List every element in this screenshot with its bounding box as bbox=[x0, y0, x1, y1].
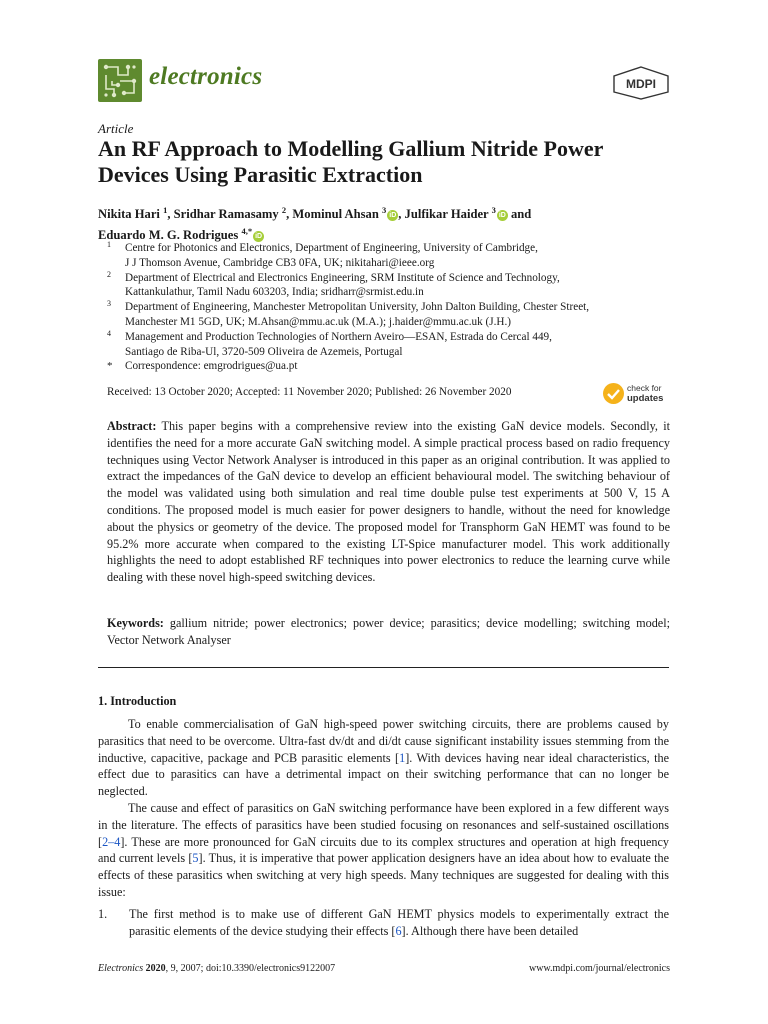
paragraph-text: To enable commercialisation of GaN high-speed power switching circuits, there are problems caused by parasitics that need to be overcome. Ultra-fast dv/dt and di/dt cause significant instability issues stemming from the inductive, capacitive, package and PCB parasitic elements [ bbox=[98, 717, 669, 765]
paragraph-text: ]. Thus, it is imperative that power application designers have an idea about how to evaluate the effects of these parasitics when switching at very high speeds. Many techniques are suggested for dealing with this issue: bbox=[98, 851, 669, 899]
affiliation-line: J J Thomson Avenue, Cambridge CB3 0FA, UK; nikitahari@ieee.org bbox=[125, 256, 435, 269]
affiliation-item bbox=[98, 271, 678, 301]
citation-link[interactable]: 6 bbox=[395, 923, 402, 938]
orcid-icon[interactable]: iD bbox=[255, 233, 263, 241]
footer-journal: Electronics bbox=[98, 963, 144, 974]
author-name[interactable]: Mominul Ahsan bbox=[292, 207, 379, 222]
author-name[interactable]: Nikita Hari bbox=[98, 207, 160, 222]
paragraph-text: ]. These are more pronounced for GaN circuits due to its complex structures and operation at high frequency and current levels [ bbox=[98, 834, 669, 866]
author-affil: 1 bbox=[163, 205, 168, 215]
list-number: 1. bbox=[98, 907, 108, 921]
keywords bbox=[107, 615, 670, 649]
affiliation-number: 2 bbox=[107, 269, 111, 279]
paper-title bbox=[98, 136, 688, 188]
abstract-label: Abstract: bbox=[107, 419, 157, 433]
author-conjunction: and bbox=[510, 207, 532, 222]
affiliation-line: Santiago de Riba-Ul, 3720-509 Oliveira de Azemeis, Portugal bbox=[125, 345, 403, 358]
mdpi-logo-icon bbox=[612, 66, 670, 100]
affiliations bbox=[98, 241, 678, 374]
correspondence bbox=[98, 359, 678, 374]
orcid-icon[interactable]: iD bbox=[498, 212, 506, 220]
section-divider bbox=[98, 667, 669, 668]
list-text: The first method is to make use of different GaN HEMT physics models to experimentally extract the parasitic elements of the device studying their effects [ bbox=[129, 907, 669, 938]
author-affil: 2 bbox=[281, 205, 287, 215]
keywords-text: gallium nitride; power electronics; power device; parasitics; device modelling; switching model; Vector Network Analyser bbox=[107, 616, 670, 647]
affiliation-number: 1 bbox=[107, 240, 111, 249]
check-updates-label bbox=[627, 383, 663, 404]
author-name[interactable]: Sridhar Ramasamy bbox=[173, 207, 279, 222]
title-line: Devices Using Parasitic Extraction bbox=[98, 162, 423, 187]
paragraph-text: The cause and effect of parasitics on GaN switching performance have been explored in a few different ways in the literature. The effects of parasitics have been studied focusing on resonances and self-sustained oscillations [ bbox=[98, 801, 669, 849]
citation-link[interactable]: 5 bbox=[192, 851, 199, 866]
title-line: An RF Approach to Modelling Gallium Nitride Power bbox=[98, 136, 604, 161]
author-name[interactable]: Julfikar Haider bbox=[404, 207, 489, 222]
check-updates-line: check for bbox=[627, 383, 662, 393]
author-affil: 3 bbox=[491, 205, 496, 215]
publication-dates: Received: 13 October 2020; Accepted: 11 November 2020; Published: 26 November 2020 bbox=[107, 386, 512, 398]
paragraph bbox=[98, 716, 669, 800]
journal-name: electronics bbox=[149, 63, 263, 90]
article-type: Article bbox=[98, 121, 134, 136]
list-text: ]. Although there have been detailed bbox=[401, 923, 579, 938]
affiliation-number: 4 bbox=[107, 328, 111, 338]
list-item bbox=[98, 906, 669, 940]
keywords-label: Keywords: bbox=[107, 616, 164, 630]
affiliation-line: Centre for Photonics and Electronics, Department of Engineering, University of Cambridge, bbox=[125, 242, 538, 254]
affiliation-line: Kattankulathur, Tamil Nadu 603203, India; sridharr@srmist.edu.in bbox=[125, 286, 424, 299]
correspondence-text[interactable]: Correspondence: emgrodrigues@ua.pt bbox=[125, 360, 298, 373]
footer-year: 2020 bbox=[145, 963, 166, 974]
affiliation-line: Management and Production Technologies of Northern Aveiro—ESAN, Estrada do Cercal 449, bbox=[125, 330, 552, 343]
paragraph-text: ]. With devices having near ideal characteristics, the effect due to parasitics can have a detrimental impact on their switching performance that can no longer be neglected. bbox=[98, 750, 669, 799]
orcid-icon[interactable]: iD bbox=[389, 212, 397, 220]
check-updates-icon bbox=[603, 383, 624, 404]
affiliation-item bbox=[98, 330, 678, 360]
author-list: Nikita Hari $^1$, Sridhar Ramasamy $^2$, Mominul Ahsan $^3$iD , Julfikar Haider $^3$iD and Eduardo M. G. Rodrigues $^{4,*}$iD bbox=[98, 205, 532, 243]
paragraph bbox=[98, 800, 669, 901]
footer-citation bbox=[98, 963, 335, 974]
publisher-name: MDPI bbox=[626, 77, 656, 91]
section-heading: 1. Introduction bbox=[98, 694, 177, 708]
affiliation-item bbox=[98, 241, 678, 271]
check-for-updates-button[interactable] bbox=[603, 382, 673, 406]
abstract bbox=[107, 418, 670, 586]
affiliation-line: Manchester M1 5GD, UK; M.Ahsan@mmu.ac.uk (M.A.); j.haider@mmu.ac.uk (J.H.) bbox=[125, 315, 511, 328]
check-updates-line: updates bbox=[627, 393, 664, 404]
footer-doi[interactable]: , 9, 2007; doi:10.3390/electronics9122007 bbox=[165, 963, 336, 974]
abstract-text: This paper begins with a comprehensive review into the existing GaN device models. Secondly, it identifies the need for a more accurate GaN switching model. A simple practical process based on radio frequency techniques using Vector Network Analyser is introduced in this paper as an original contribution. It was applied to extract the impedances of the GaN device to develop an efficient behavioural model. The switching behaviour of the model was validated using both simulation and real time double pulse test experiments at 500 V, 15 A conditions. The proposed model is much easier for power designers to handle, without the need for knowledge about the physics or geometry of the device. The proposed model for Transphorm GaN HEMT was found to be 95.2% more accurate when compared to the existing LT-Spice manufacturer model. This work additionally highlights the need to adopt established RF techniques into power electronics to reduce the learning curve while dealing with these novel high-speed switching devices. bbox=[107, 419, 671, 585]
affiliation-line: Department of Electrical and Electronics Engineering, SRM Institute of Science and Technology, bbox=[125, 271, 560, 284]
citation-link[interactable]: 2–4 bbox=[102, 834, 121, 849]
author-affil: 3 bbox=[382, 205, 387, 215]
affiliation-line: Department of Engineering, Manchester Metropolitan University, John Dalton Building, Chester Street, bbox=[125, 301, 590, 314]
affiliation-item bbox=[98, 300, 678, 330]
author-affil: 4,* bbox=[241, 226, 253, 237]
citation-link[interactable]: 1 bbox=[399, 750, 406, 765]
affiliation-number: 3 bbox=[107, 299, 111, 309]
correspondence-marker: * bbox=[107, 360, 113, 373]
author-name[interactable]: Eduardo M. G. Rodrigues bbox=[98, 228, 239, 243]
journal-logo-icon bbox=[98, 59, 142, 102]
footer-url[interactable]: www.mdpi.com/journal/electronics bbox=[529, 963, 670, 974]
